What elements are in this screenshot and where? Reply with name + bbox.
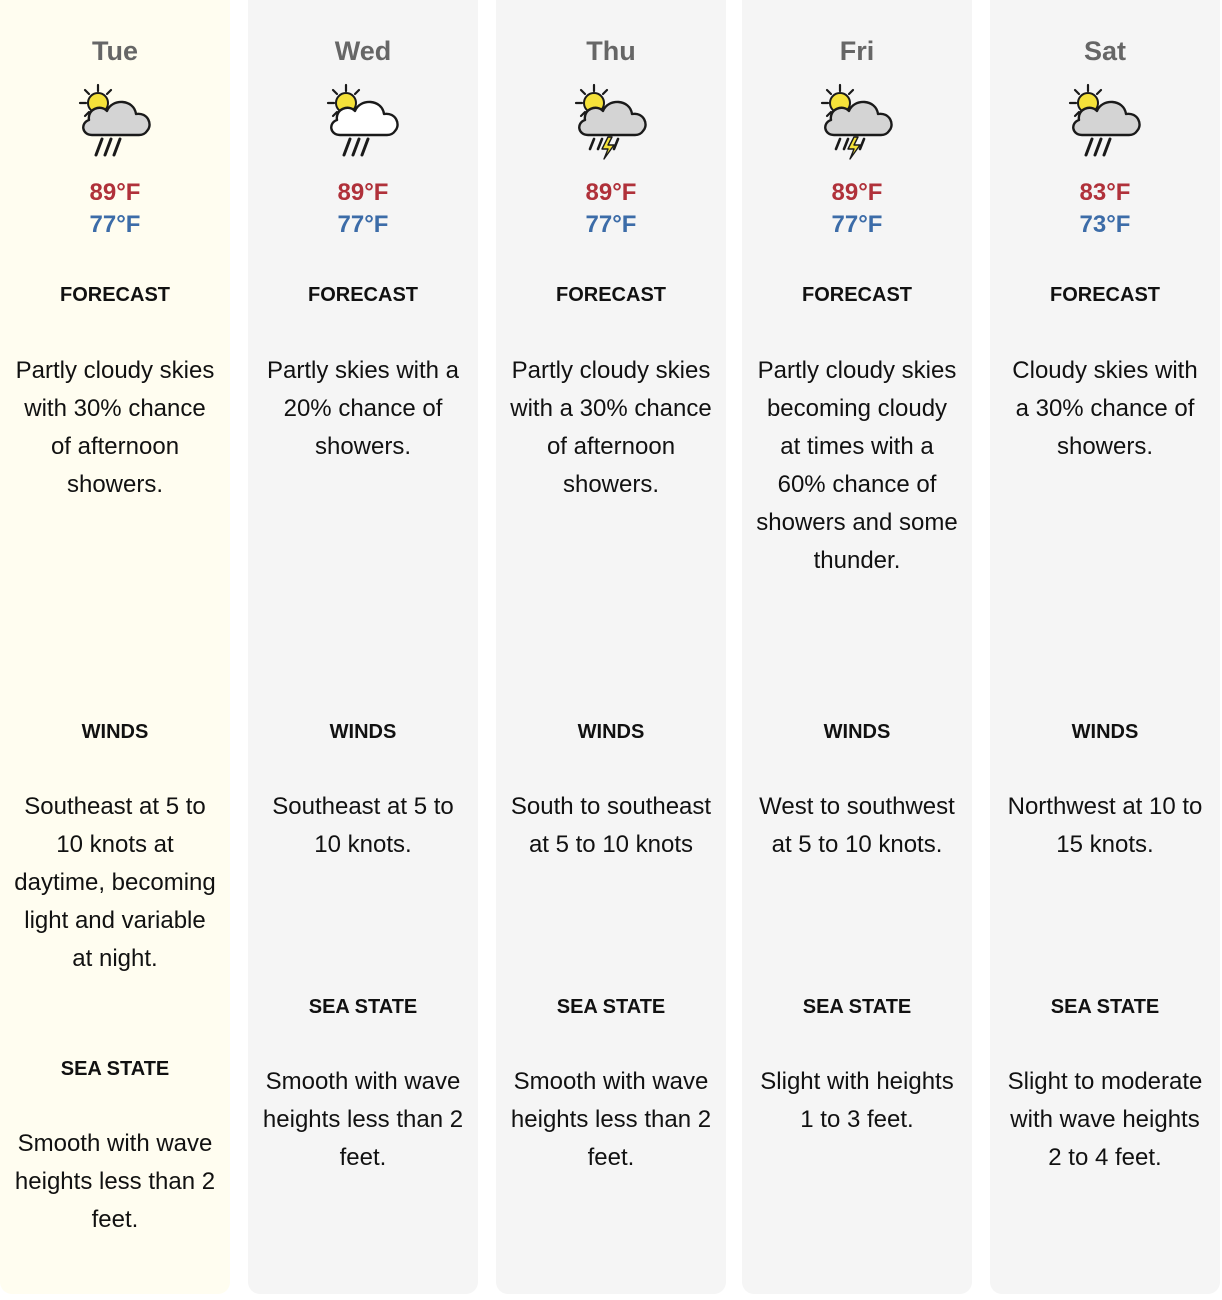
low-temp: 73°F: [1079, 211, 1131, 238]
partly-cloudy-rain-icon: [1060, 81, 1150, 161]
winds-text: Northwest at 10 to 15 knots.: [1007, 793, 1203, 858]
forecast-text: Partly skies with a 20% chance of showers.: [266, 357, 460, 460]
forecast-label: FORECAST: [60, 284, 170, 306]
low-temp: 77°F: [831, 211, 883, 238]
day-card-wed: [248, 0, 478, 1294]
forecast-text: Partly cloudy skies with 30% chance of afternoon showers.: [15, 357, 215, 498]
sea-state-label: SEA STATE: [308, 996, 418, 1018]
forecast-label: FORECAST: [556, 284, 666, 306]
day-name: Sat: [1083, 36, 1127, 66]
high-temp: 89°F: [585, 179, 637, 206]
sea-state-text: Smooth with wave heights less than 2 feet.: [262, 1068, 464, 1171]
partly-cloudy-rain-icon: [70, 81, 160, 161]
low-temp: 77°F: [89, 211, 141, 238]
winds-text: West to southwest at 5 to 10 knots.: [759, 793, 955, 858]
winds-label: WINDS: [81, 721, 149, 743]
high-temp: 89°F: [831, 179, 883, 206]
sea-state-text: Smooth with wave heights less than 2 feet.: [510, 1068, 712, 1171]
day-card-sat: [990, 0, 1220, 1294]
day-card-tue: [0, 0, 230, 1294]
sea-state-text: Slight to moderate with wave heights 2 to 4 feet.: [1007, 1068, 1203, 1171]
partly-cloudy-showers-icon: [318, 81, 408, 161]
forecast-text: Partly cloudy skies becoming cloudy at times with a 60% chance of showers and some thunder.: [756, 357, 958, 574]
winds-label: WINDS: [577, 721, 645, 743]
sea-state-text: Smooth with wave heights less than 2 feet.: [14, 1130, 216, 1233]
winds-label: WINDS: [1071, 721, 1139, 743]
sea-state-label: SEA STATE: [802, 996, 912, 1018]
sea-state-label: SEA STATE: [1050, 996, 1160, 1018]
day-card-fri: [742, 0, 972, 1294]
day-card-thu: [496, 0, 726, 1294]
sea-state-text: Slight with heights 1 to 3 feet.: [760, 1068, 954, 1133]
forecast-label: FORECAST: [308, 284, 418, 306]
forecast-label: FORECAST: [1050, 284, 1160, 306]
partly-cloudy-thunderstorm-icon: [812, 81, 902, 161]
forecast-label: FORECAST: [802, 284, 912, 306]
day-name: Tue: [92, 36, 138, 66]
winds-label: WINDS: [329, 721, 397, 743]
winds-label: WINDS: [823, 721, 891, 743]
sea-state-label: SEA STATE: [556, 996, 666, 1018]
day-name: Wed: [334, 36, 392, 66]
high-temp: 89°F: [89, 179, 141, 206]
forecast-text: Cloudy skies with a 30% chance of showers.: [1012, 357, 1198, 460]
sea-state-label: SEA STATE: [60, 1058, 170, 1080]
winds-text: Southeast at 5 to 10 knots at daytime, becoming light and variable at night.: [14, 793, 216, 972]
high-temp: 83°F: [1079, 179, 1131, 206]
day-name: Thu: [586, 36, 636, 66]
low-temp: 77°F: [337, 211, 389, 238]
winds-text: South to southeast at 5 to 10 knots: [510, 793, 712, 858]
high-temp: 89°F: [337, 179, 389, 206]
forecast-text: Partly cloudy skies with a 30% chance of afternoon showers.: [510, 357, 712, 498]
day-name: Fri: [839, 36, 875, 66]
partly-cloudy-thunderstorm-icon: [566, 81, 656, 161]
low-temp: 77°F: [585, 211, 637, 238]
winds-text: Southeast at 5 to 10 knots.: [272, 793, 454, 858]
